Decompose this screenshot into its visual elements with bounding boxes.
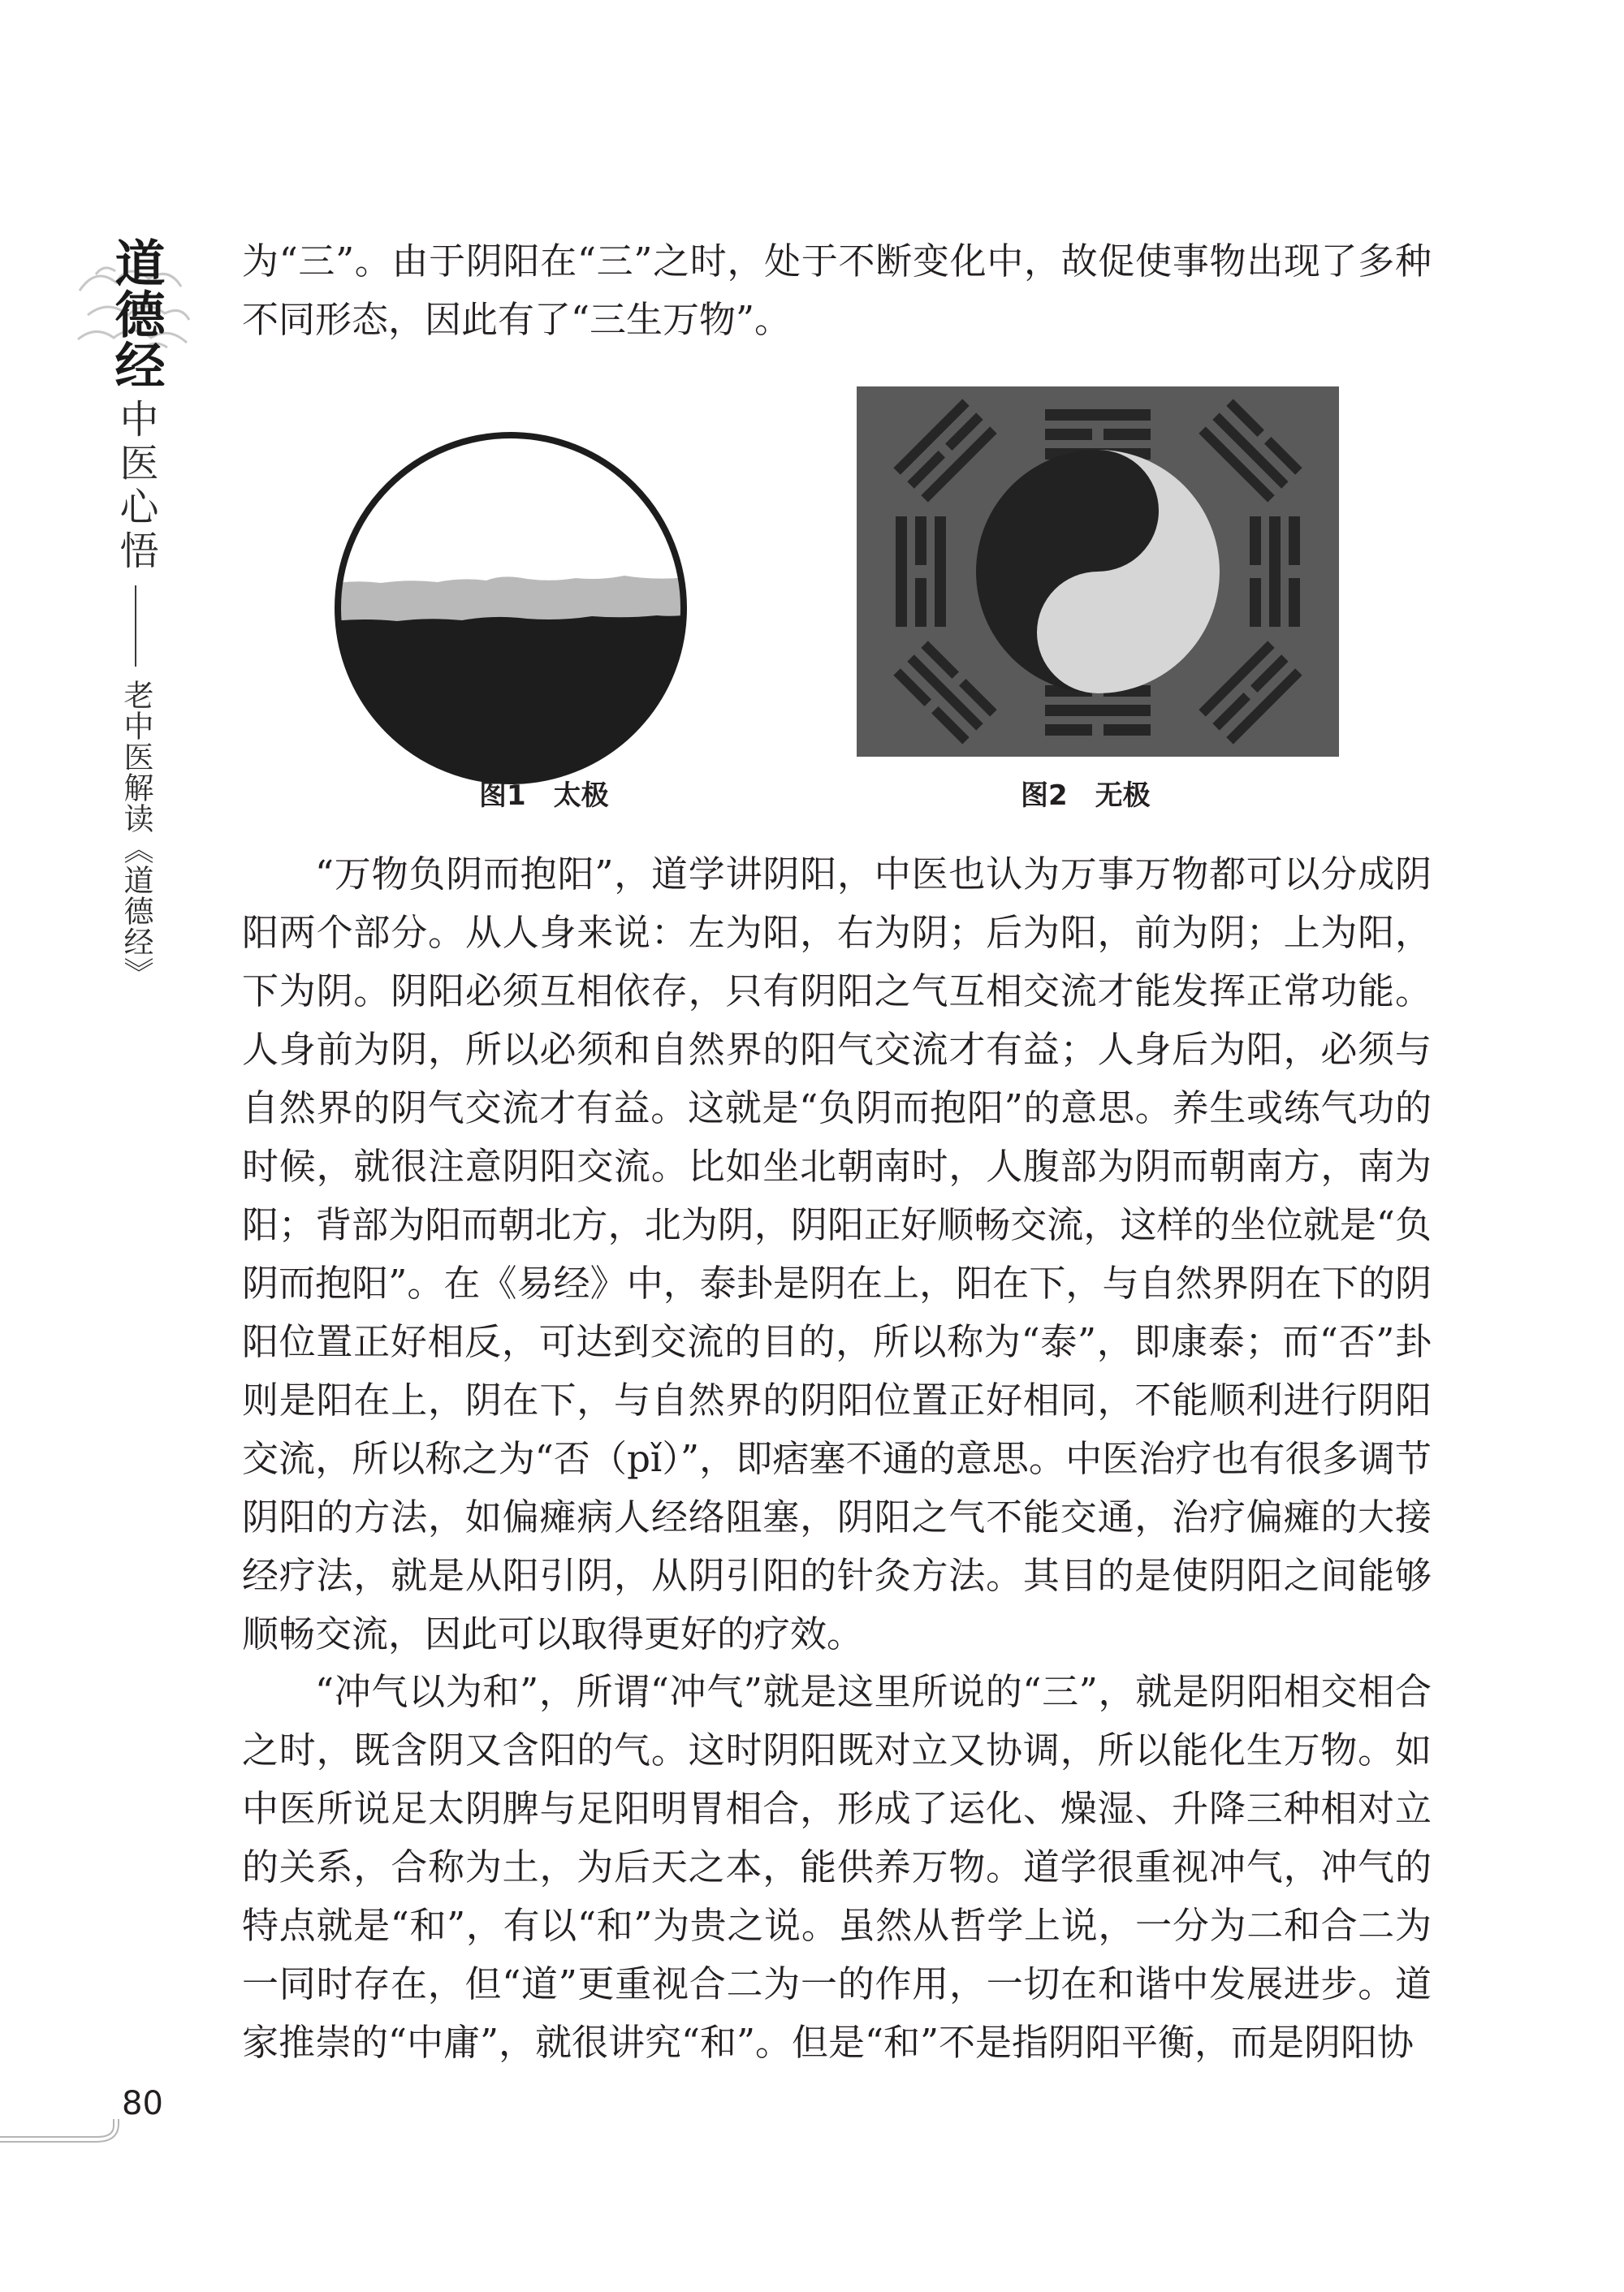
side-book-title: 道德经 <box>106 237 166 391</box>
side-book-subtitle: 中医心悟 <box>113 399 158 574</box>
paragraph-3: “冲气以为和”，所谓“冲气”就是这里所说的“三”，就是阴阳相交相合之时，既含阴又含阳的气。这时阴阳既对立又协调，所以能化生万物。如中医所说足太阴脾与足阳明胃相合，形成了运化、燥湿、升降三种相对立的关系，合称为土，为后天之本，能供养万物。道学很重视冲气，冲气的特点就是“和”，有以“和”为贵之说。虽然从哲学上说，一分为二和合二为一同时存在，但“道”更重视合二为一的作用，一切在和谐中发展进步。道家推崇的“中庸”，就很讲究“和”。但是“和”不是指阴阳平衡，而是阴阳协 <box>242 1670 1432 2064</box>
figure-2-caption: 图2 无极 <box>1021 779 1151 812</box>
side-book-subtitle2: 老中医解读《道德经》 <box>119 680 153 988</box>
paragraph-1: 为“三”。由于阴阳在“三”之时，处于不断变化中，故促使事物出现了多种不同形态，因此有了“三生万物”。 <box>242 240 1432 341</box>
paragraph-2: “万物负阴而抱阳”，道学讲阴阳，中医也认为万事万物都可以分成阴阳两个部分。从人身来说：左为阳，右为阴；后为阳，前为阴；上为阳，下为阴。阴阳必须互相依存，只有阴阳之气互相交流才能发挥正常功能。人身前为阴，所以必须和自然界的阳气交流才有益；人身后为阳，必须与自然界的阴气交流才有益。这就是“负阴而抱阳”的意思。养生或练气功的时候，就很注意阴阳交流。比如坐北朝南时，人腹部为阴而朝南方，南为阳；背部为阳而朝北方，北为阴，阴阳正好顺畅交流，这样的坐位就是“负阴而抱阳”。在《易经》中，泰卦是阴在上，阳在下，与自然界阴在下的阴阳位置正好相反，可达到交流的目的，所以称为“泰”，即康泰；而“否”卦则是阳在上，阴在下，与自然界的阴阳位置正好相同，不能顺利进行阴阳交流，所以称之为“否（pǐ）”，即痞塞不通的意思。中医治疗也有很多调节阴阳的方法，如偏瘫病人经络阻塞，阴阳之气不能交通，治疗偏瘫的大接经疗法，就是从阳引阴，从阴引阳的针灸方法。其目的是使阴阳之间能够顺畅交流，因此可以取得更好的疗效。 <box>242 852 1432 1655</box>
taiji-figure <box>332 429 689 787</box>
figure-1-caption: 图1 太极 <box>479 779 609 812</box>
side-divider <box>135 585 136 667</box>
page-number: 80 <box>122 2085 163 2122</box>
yin-yang-bagua-figure <box>857 386 1339 757</box>
footer-ornament <box>0 2114 162 2212</box>
running-title <box>75 237 197 988</box>
